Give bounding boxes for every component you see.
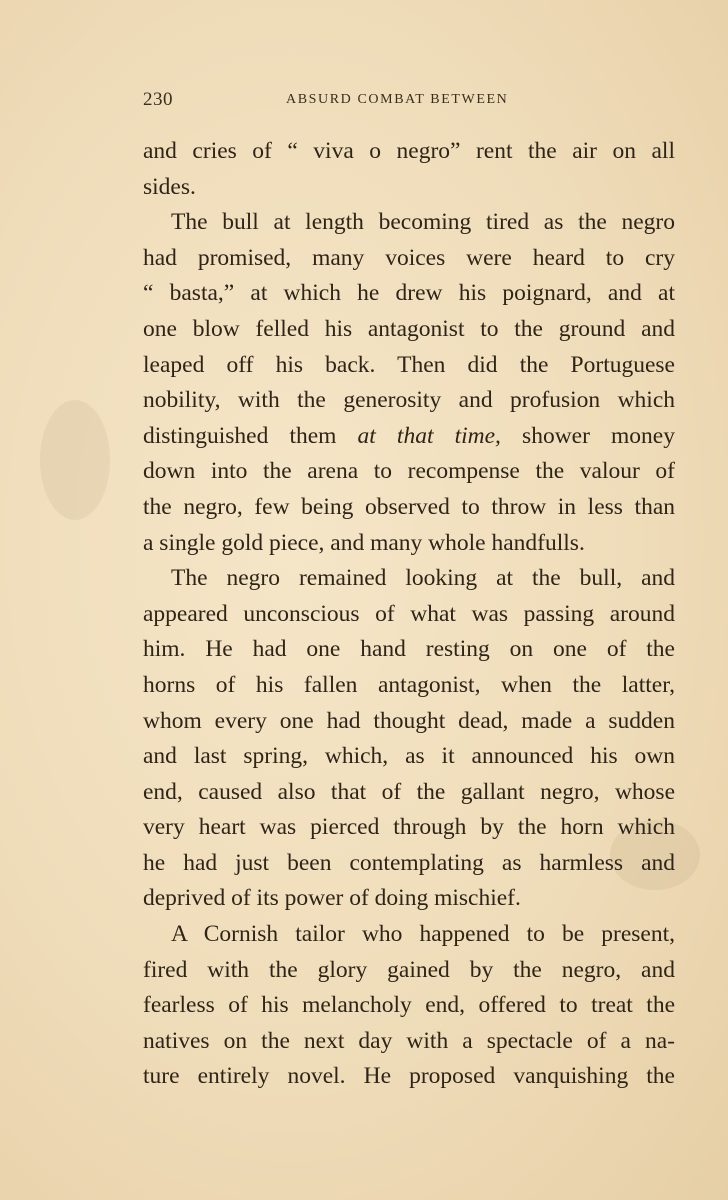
text-line: he had just been contemplating as harmless and (143, 849, 675, 876)
page-number: 230 (143, 89, 173, 110)
paragraph (143, 561, 675, 917)
text-line: end, caused also that of the gallant negro, whose (143, 778, 675, 805)
page-header (143, 89, 675, 113)
body-text (143, 134, 675, 1095)
text-segment: distinguished them (143, 422, 358, 449)
text-line: him. He had one hand resting on one of the (143, 636, 675, 663)
text-line: horns of his fallen antagonist, when the latter, (143, 671, 675, 698)
text-line: leaped off his back. Then did the Portuguese (143, 351, 675, 378)
text-line: a single gold piece, and many whole handfulls. (143, 529, 585, 556)
text-line: deprived of its power of doing mischief. (143, 885, 521, 912)
text-line: A Cornish tailor who happened to be present, (171, 921, 675, 948)
text-line: “ basta,” at which he drew his poignard, and at (143, 280, 675, 307)
text-line: fired with the glory gained by the negro, and (143, 956, 675, 983)
text-line: down into the arena to recompense the valour of (143, 458, 675, 485)
text-line: whom every one had thought dead, made a sudden (143, 707, 675, 734)
text-line: The bull at length becoming tired as the negro (171, 209, 675, 236)
text-segment: shower money (500, 422, 675, 449)
text-line: very heart was pierced through by the horn which (143, 814, 675, 841)
text-line: natives on the next day with a spectacle of a na- (143, 1027, 675, 1054)
text-line: the negro, few being observed to throw in less than (143, 493, 675, 520)
paragraph (143, 134, 675, 205)
text-line: and last spring, which, as it announced his own (143, 743, 675, 770)
text-line-with-italic (143, 419, 675, 455)
paragraph (143, 205, 675, 561)
running-head: ABSURD COMBAT BETWEEN (286, 92, 509, 107)
text-line: and cries of “ viva o negro” rent the air on all (143, 138, 675, 164)
text-line: sides. (143, 173, 196, 200)
paper-stain (40, 400, 110, 520)
text-line: appeared unconscious of what was passing around (143, 600, 675, 627)
paragraph (143, 917, 675, 1095)
italic-phrase: at that time, (357, 422, 501, 449)
text-line: one blow felled his antagonist to the ground and (143, 315, 675, 342)
text-line: nobility, with the generosity and profusion which (143, 387, 675, 414)
text-line: ture entirely novel. He proposed vanquishing the (143, 1063, 675, 1090)
text-line: The negro remained looking at the bull, and (171, 565, 675, 592)
text-line: had promised, many voices were heard to cry (143, 244, 675, 271)
text-line: fearless of his melancholy end, offered to treat the (143, 992, 675, 1019)
